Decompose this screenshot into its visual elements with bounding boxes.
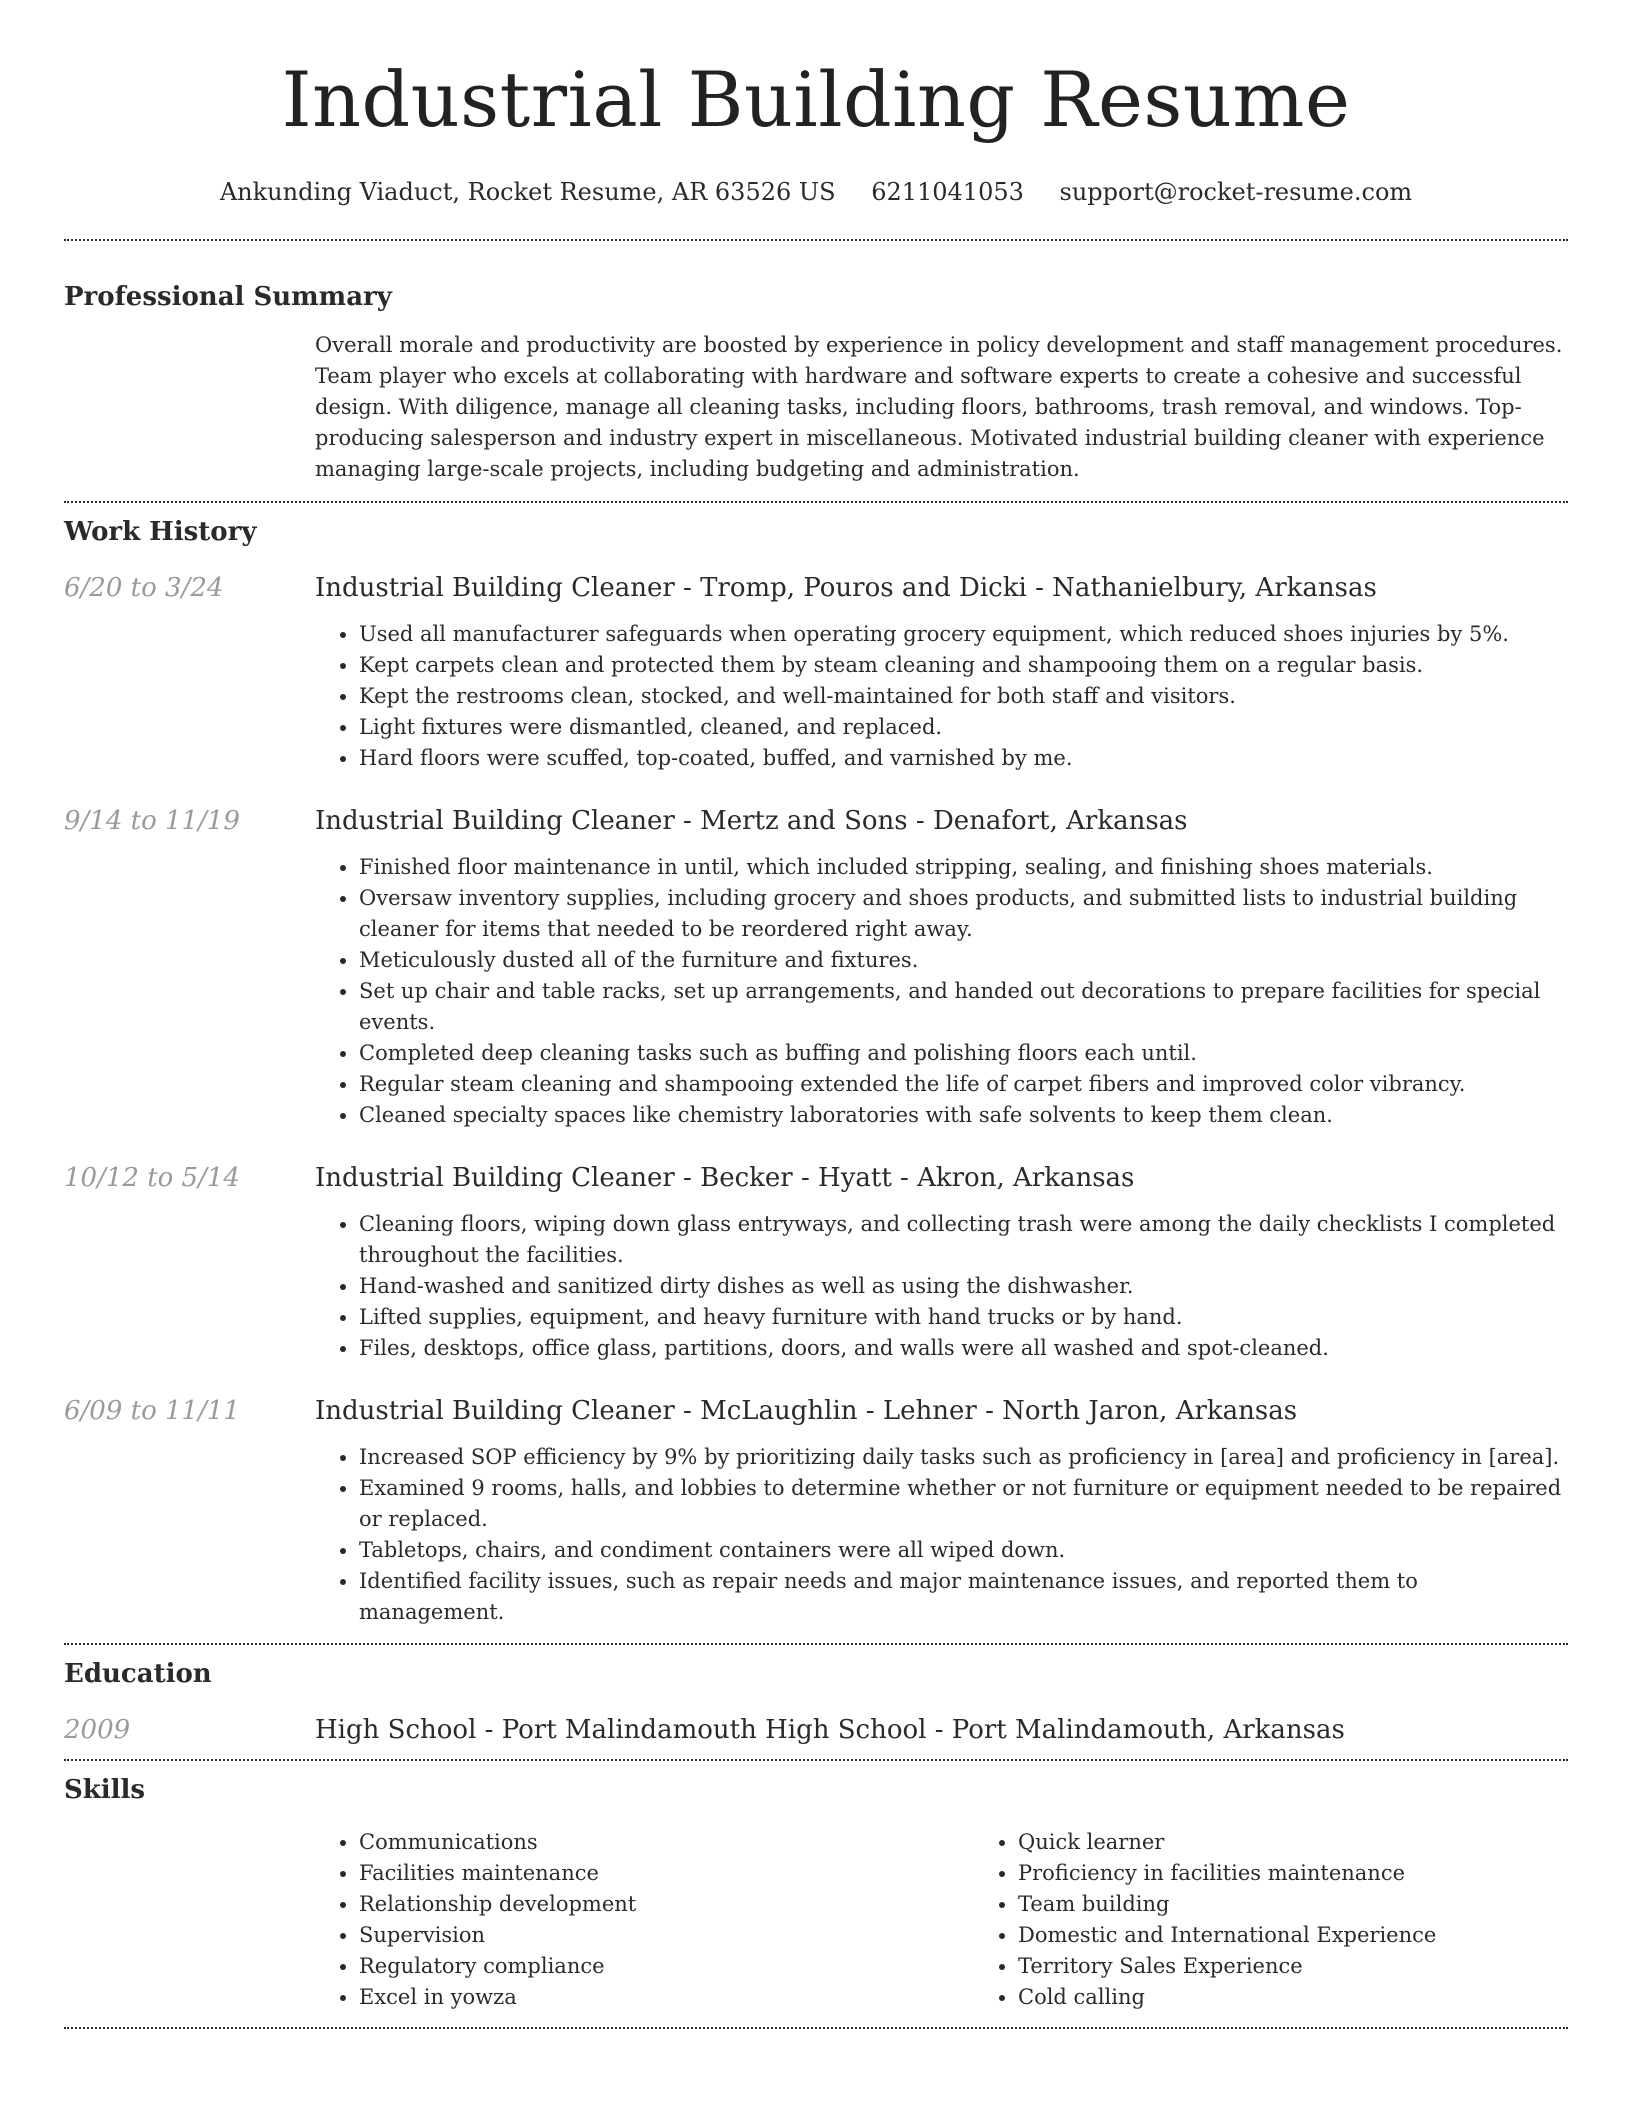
divider — [64, 1643, 1568, 1645]
list-item: • Regular steam cleaning and shampooing extended the life of carpet fibers and improved color vibrancy. — [359, 1069, 1568, 1100]
list-item: • Set up chair and table racks, set up arrangements, and handed out decorations to prepare facilities for special events. — [359, 976, 1568, 1038]
education-year: 2009 — [64, 1715, 131, 1745]
work-history-heading: Work History — [64, 517, 257, 547]
skill-item: • Facilities maintenance — [359, 1858, 974, 1889]
contact-phone: 6211041053 — [871, 178, 1024, 206]
list-item: • Examined 9 rooms, halls, and lobbies to determine whether or not furniture or equipment needed to be repaired or replaced. — [359, 1473, 1568, 1535]
list-item: • Hard floors were scuffed, top-coated, buffed, and varnished by me. — [359, 743, 1568, 774]
list-item: • Cleaning floors, wiping down glass entryways, and collecting trash were among the daily checklists I completed throughout the facilities. — [359, 1209, 1568, 1271]
list-item: • Files, desktops, office glass, partitions, doors, and walls were all washed and spot-cleaned. — [359, 1333, 1568, 1364]
job-title: Industrial Building Cleaner - Becker - Hyatt - Akron, Arkansas — [315, 1163, 1135, 1193]
divider — [64, 239, 1568, 241]
skill-item: • Quick learner — [1018, 1827, 1632, 1858]
skill-item: • Proficiency in facilities maintenance — [1018, 1858, 1632, 1889]
summary-spacer — [64, 330, 315, 485]
job-bullets — [315, 619, 1568, 774]
list-item: • Increased SOP efficiency by 9% by prioritizing daily tasks such as proficiency in [area] and proficiency in [area]. — [359, 1442, 1568, 1473]
skill-item: • Team building — [1018, 1889, 1632, 1920]
job-dates: 9/14 to 11/19 — [64, 806, 240, 836]
skill-item: • Domestic and International Experience — [1018, 1920, 1632, 1951]
education-heading: Education — [64, 1659, 212, 1689]
job-bullets — [315, 1209, 1568, 1364]
skills-heading: Skills — [64, 1775, 146, 1805]
job-dates: 6/09 to 11/11 — [64, 1396, 240, 1426]
skill-item: • Relationship development — [359, 1889, 974, 1920]
skill-item: • Supervision — [359, 1920, 974, 1951]
skill-item: • Territory Sales Experience — [1018, 1951, 1632, 1982]
work-history-section — [64, 515, 1568, 1628]
list-item: • Used all manufacturer safeguards when operating grocery equipment, which reduced shoes injuries by 5%. — [359, 619, 1568, 650]
contact-email: support@rocket-resume.com — [1059, 178, 1413, 206]
education-entry: High School - Port Malindamouth High School - Port Malindamouth, Arkansas — [315, 1715, 1345, 1745]
list-item: • Lifted supplies, equipment, and heavy furniture with hand trucks or by hand. — [359, 1302, 1568, 1333]
summary-section — [64, 280, 1568, 485]
skill-item: • Cold calling — [1018, 1982, 1632, 2013]
list-item: • Cleaned specialty spaces like chemistry laboratories with safe solvents to keep them clean. — [359, 1100, 1568, 1131]
list-item: • Completed deep cleaning tasks such as buffing and polishing floors each until. — [359, 1038, 1568, 1069]
job-dates: 10/12 to 5/14 — [64, 1163, 240, 1193]
education-section — [64, 1657, 1568, 1747]
list-item: • Light fixtures were dismantled, cleaned, and replaced. — [359, 712, 1568, 743]
skill-item: • Excel in yowza — [359, 1982, 974, 2013]
skills-list-right — [974, 1827, 1632, 2013]
summary-heading: Professional Summary — [64, 282, 392, 312]
job-entry — [64, 1161, 1568, 1364]
job-bullets — [315, 852, 1568, 1131]
skills-section — [64, 1773, 1568, 2013]
job-title: Industrial Building Cleaner - Tromp, Pouros and Dicki - Nathanielbury, Arkansas — [315, 573, 1377, 603]
skill-item: • Regulatory compliance — [359, 1951, 974, 1982]
list-item: • Oversaw inventory supplies, including grocery and shoes products, and submitted lists to industrial building cleaner for items that needed to be reordered right away. — [359, 883, 1568, 945]
skills-list-left — [315, 1827, 974, 2013]
job-entry — [64, 571, 1568, 774]
job-entry — [64, 1394, 1568, 1628]
contact-address: Ankunding Viaduct, Rocket Resume, AR 63526 US — [219, 178, 836, 206]
list-item: • Meticulously dusted all of the furniture and fixtures. — [359, 945, 1568, 976]
list-item: • Kept the restrooms clean, stocked, and well-maintained for both staff and visitors. — [359, 681, 1568, 712]
summary-text: Overall morale and productivity are boosted by experience in policy development and staff management procedures. Team player who excels at collaborating with hardware and software experts to create a cohesive and successful design. With diligence, manage all cleaning tasks, including floors, bathrooms, trash removal, and windows. Top-producing salesperson and industry expert in miscellaneous. Motivated industrial building cleaner with experience managing large-scale projects, including budgeting and administration. — [315, 333, 1563, 481]
skill-item: • Communications — [359, 1827, 974, 1858]
job-dates: 6/20 to 3/24 — [64, 573, 224, 603]
divider — [64, 501, 1568, 503]
list-item: • Kept carpets clean and protected them by steam cleaning and shampooing them on a regular basis. — [359, 650, 1568, 681]
list-item: • Identified facility issues, such as repair needs and major maintenance issues, and reported them to management. — [359, 1566, 1568, 1628]
divider — [64, 1759, 1568, 1761]
list-item: • Tabletops, chairs, and condiment containers were all wiped down. — [359, 1535, 1568, 1566]
job-bullets — [315, 1442, 1568, 1628]
resume-title: Industrial Building Resume — [281, 55, 1351, 144]
job-entry — [64, 804, 1568, 1131]
contact-line — [64, 176, 1568, 208]
skills-spacer — [64, 1827, 315, 2013]
job-title: Industrial Building Cleaner - Mertz and Sons - Denafort, Arkansas — [315, 806, 1188, 836]
divider — [64, 2027, 1568, 2029]
list-item: • Hand-washed and sanitized dirty dishes as well as using the dishwasher. — [359, 1271, 1568, 1302]
list-item: • Finished floor maintenance in until, which included stripping, sealing, and finishing shoes materials. — [359, 852, 1568, 883]
job-title: Industrial Building Cleaner - McLaughlin - Lehner - North Jaron, Arkansas — [315, 1396, 1298, 1426]
